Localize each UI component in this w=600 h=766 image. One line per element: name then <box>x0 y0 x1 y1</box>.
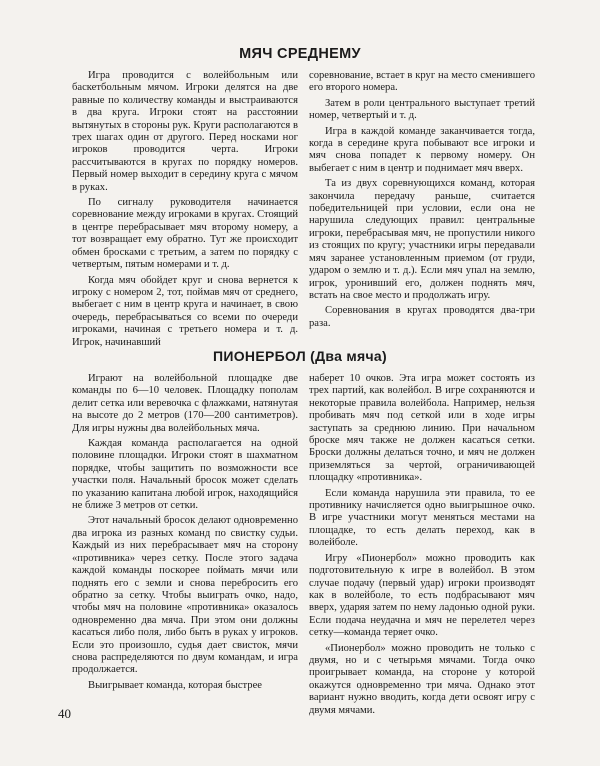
paragraph: Та из двух соревнующихся команд, которая закончила передачу раньше, считается победительницей при условии, если она не нарушила следующих правил: центральные игроки, перебрасывая мяч, не пропустили никого из стоящих по кругу; участники игры передавали мяч заранее установленным приемом (от груди, ударом о землю и т. д.). Если мяч упал на землю, игрок, уронивший его, должен поднять мяч, встать на свое место и продолжать игру. <box>309 178 535 301</box>
paragraph: Играют на волейбольной площадке две команды по 6—10 человек. Площадку пополам делит сетка или веревочка с флажками, натянутая на высоте до 2 метров (170—200 сантиметров). Для игры нужны два волейбольных мяча. <box>72 373 298 434</box>
paragraph: наберет 10 очков. Эта игра может состоять из трех партий, как волейбол. В игре сохраняются и некоторые правила волейбола. Например, нельзя пробивать мяч под сеткой или в ходе игры заступать за среднюю линию. При начальном броске мяч также не должен касаться сетки. Броски должны делаться точно, и мяч не должен приземляться за чертой, ограничивающей площадку «противника». <box>309 373 535 484</box>
paragraph: Выигрывает команда, которая быстрее <box>88 679 262 691</box>
paragraph: соревнование, встает в круг на место сменившего его второго номера. <box>309 70 535 94</box>
paragraph: Затем в роли центрального выступает третий номер, четвертый и т. д. <box>309 97 535 122</box>
paragraph: Каждая команда располагается на одной половине площадки. Игроки стоят в шахматном порядке, чтобы защитить по возможности все участки поля. Начальный бросок может сделать по указанию капитана любой игрок, находящийся не ближе 3 метров от сетки. <box>72 438 298 512</box>
paragraph: «Пионербол» можно проводить не только с двумя, но и с четырьмя мячами. Тогда очко проигрывает команда, на стороне у которой окажутся одновременно три мяча. Однако этот вариант нужно вводить, когда дети освоят игру с двумя мячами. <box>309 642 535 716</box>
paragraph: Если команда нарушила эти правила, то ее противнику начисляется одно выигрышное очко. В игре участники могут меняться местами на площадке, то есть делать переход, как в волейболе. <box>309 487 535 549</box>
paragraph: Игру «Пионербол» можно проводить как подготовительную к игре в волейбол. В этом случае подачу (первый удар) игроки производят как в волейболе, то есть подбрасывают мяч вверх, ударяя затем по нему ладонью одной руки. Если подача неудачна и мяч не перелетел через сетку—команда теряет очко. <box>309 552 535 639</box>
paragraph: По сигналу руководителя начинается соревнование между игроками в кругах. Стоящий в центре перебрасывает мяч второму номеру, а тот возвращает ему обратно. Тут же происходит обмен бросками с третьим, а затем по порядку с четвертым, пятым номерами и т. д. <box>72 197 298 271</box>
paragraph: Этот начальный бросок делают одновременно два игрока из разных команд по свистку судьи. Каждый из них перебрасывает мяч на сторону «противника» через сетку. После этого задача каждой команды поскорее поймать мячи или поднять его с земли и снова перебросить его обратно за сетку. Чтобы выиграть очко, надо, чтобы мяч на половине «противника» оказалось одновременно два мяча. При этом они должны касаться либо поля, либо быть в руках у игроков. Если это произошло, судья дает свисток, мячи снова распределяются по двум командам, и игра продолжается. <box>72 515 298 676</box>
section2-left-column <box>72 373 298 695</box>
paragraph: Игра проводится с волейбольным или баскетбольным мячом. Игроки делятся на две равные по количеству команды и выстраиваются в два круга. Игроки стоят на расстоянии вытянутых в стороны рук. Круги располагаются в трех шагах один от другого. Перед носками ног игроков проводится черта. Игроки рассчитываются в кругах по порядку номеров. Первый номер выходит в середину круга с мячом в руках. <box>72 70 298 193</box>
section1-right-column <box>309 70 535 333</box>
page-number: 40 <box>58 706 71 721</box>
section1-left-column <box>72 70 298 352</box>
section-title-ball-to-middle: МЯЧ СРЕДНЕМУ <box>239 46 361 62</box>
section2-right-column <box>309 373 535 720</box>
paragraph: Соревнования в кругах проводятся два-три раза. <box>309 305 535 329</box>
section-title-pionerball: ПИОНЕРБОЛ (Два мяча) <box>213 348 387 364</box>
paragraph: Игра в каждой команде заканчивается тогда, когда в середине круга побывают все игроки и мяч снова попадет к первому номеру. Он выбегает с ним в центр и поднимает мяч вверх. <box>309 125 535 174</box>
paragraph: Когда мяч обойдет круг и снова вернется к игроку с номером 2, тот, поймав мяч от среднего, выбегает с ним в центр круга и начинает, в свою очередь, перебрасываться со всеми по очереди игроками, начиная с третьего номера и т. д. Игрок, начинавший <box>72 274 298 348</box>
